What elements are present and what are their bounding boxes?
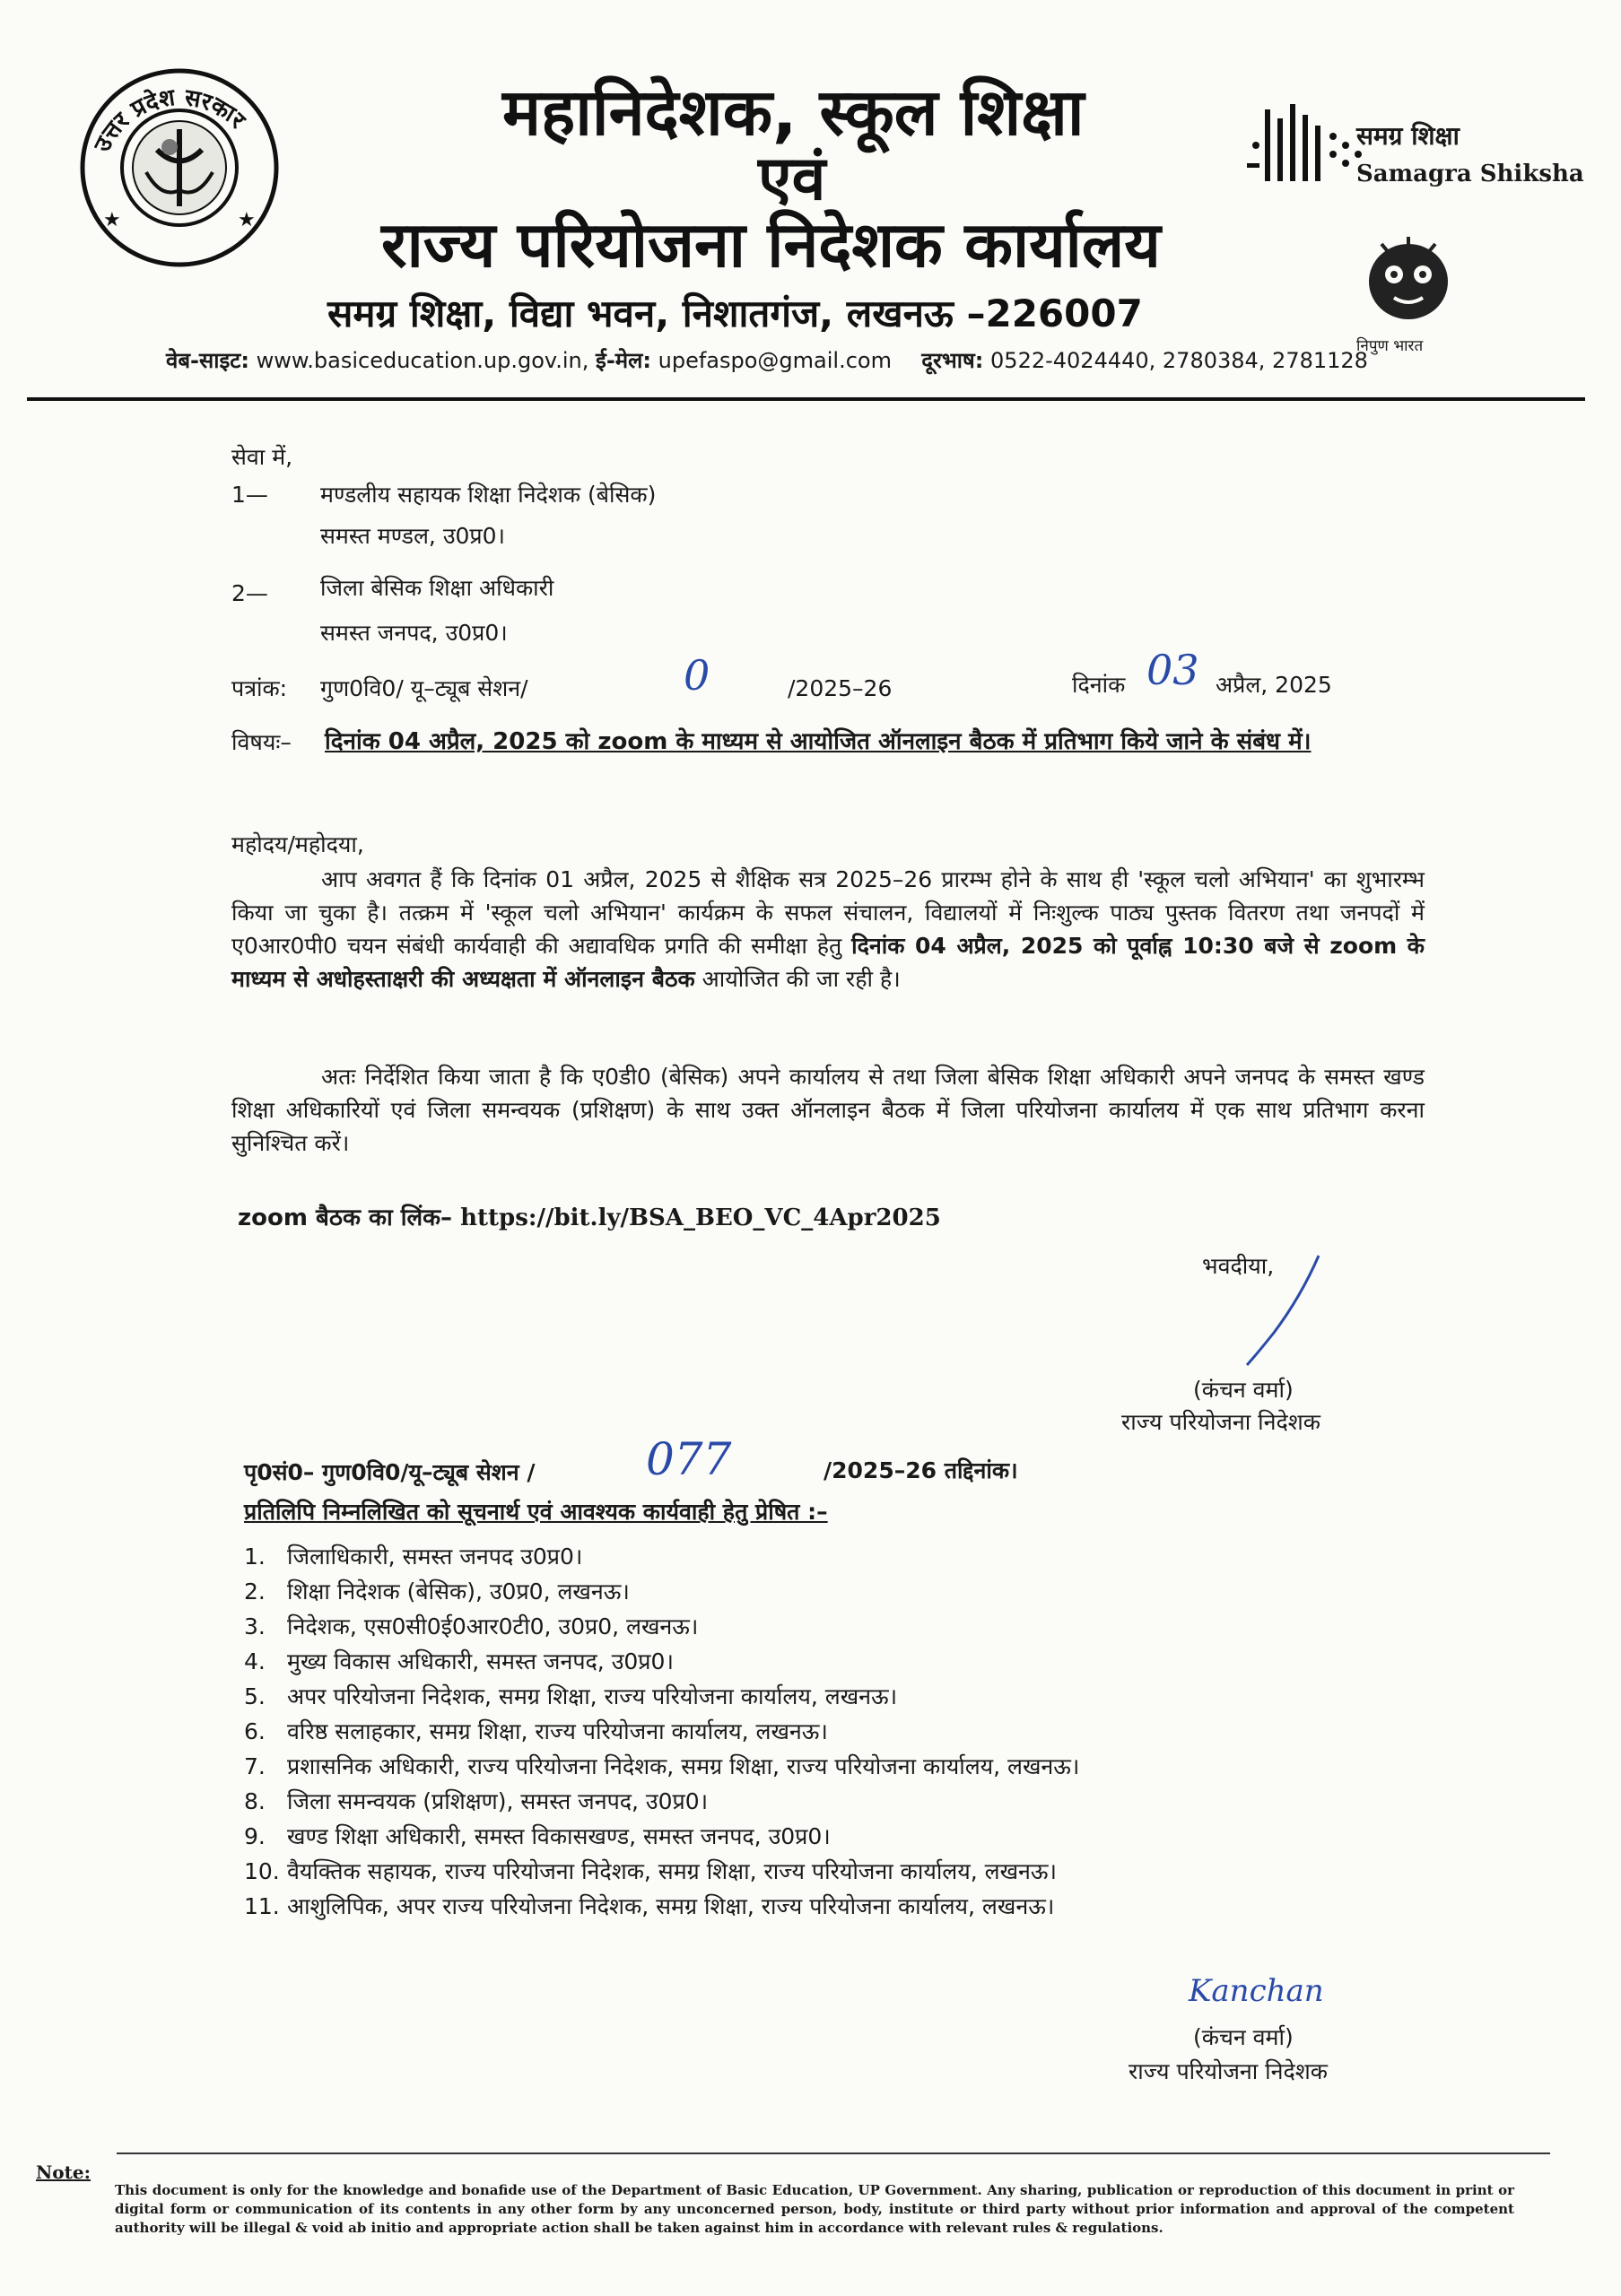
email[interactable]: upefaspo@gmail.com [658,348,892,373]
signature-1-title: राज्य परियोजना निदेशक [1121,1409,1320,1435]
website[interactable]: www.basiceducation.up.gov.in, [256,348,589,373]
copy-item [244,1749,1437,1784]
logo-left-text: उत्तर प्रदेश सरकार [89,83,250,157]
copy-item-text: मुख्य विकास अधिकारी, समस्त जनपद, उ0प्र0। [287,1648,674,1674]
copy-item [244,1819,1437,1854]
phone-label: दूरभाष: [921,348,984,373]
footer-divider [117,2152,1550,2154]
nipun-bharat-text: निपुण भारत [1356,337,1424,355]
copy-item-num: 4. [244,1648,266,1674]
reference-year: /2025–26 [788,675,893,701]
subject-text: दिनांक 04 अप्रैल, 2025 को zoom के माध्यम से आयोजित ऑनलाइन बैठक में प्रतिभाग किये जाने के संबंध में। [325,728,1312,755]
addressee-2-line1: जिला बेसिक शिक्षा अधिकारी [320,575,554,601]
copy-item-num: 1. [244,1543,266,1570]
note-label: Note: [36,2161,91,2183]
addressee-2-line2: समस्त जनपद, उ0प्र0। [320,620,508,646]
copy-item-text: प्रशासनिक अधिकारी, राज्य परियोजना निदेशक, समग्र शिक्षा, राज्य परियोजना कार्यालय, लखनऊ। [287,1752,1080,1779]
copy-item [244,1539,1437,1574]
copy-item-num: 8. [244,1787,266,1814]
copy-item-text: वैयक्तिक सहायक, राज्य परियोजना निदेशक, समग्र शिक्षा, राज्य परियोजना कार्यालय, लखनऊ। [287,1857,1058,1884]
reference-date-rest: अप्रैल, 2025 [1216,672,1332,698]
copy-item [244,1679,1437,1714]
copy-item-text: जिला समन्वयक (प्रशिक्षण), समस्त जनपद, उ0प्र0। [287,1787,709,1814]
phone: 0522-4024440, 2780384, 2781128 [990,348,1368,373]
copy-item-num: 11. [244,1892,280,1919]
header-divider [27,397,1585,401]
signature-1-name: (कंचन वर्मा) [1193,1377,1294,1403]
body-paragraph-2: अतः निर्देशित किया जाता है कि ए0डी0 (बेसिक) अपने कार्यालय से तथा जिला बेसिक शिक्षा अधिकारी अपने जनपद के समस्त खण्ड शिक्षा अधिकारियों एवं जिला समन्वयक (प्रशिक्षण) के साथ उक्त ऑनलाइन बैठक में जिला परियोजना कार्यालय में एक साथ प्रतिभाग करना सुनिश्चित करें। [231,1064,1425,1156]
copy-ref-text: पृ0सं0– गुण0वि0/यू–ट्यूब सेशन / [244,1459,536,1485]
subject-label: विषयः– [231,729,292,755]
nipun-bharat-logo [1355,235,1462,334]
salutation: सेवा में, [231,444,293,470]
closing: भवदीया, [1202,1253,1275,1279]
copy-item-text: अपर परियोजना निदेशक, समग्र शिक्षा, राज्य परियोजना कार्यालय, लखनऊ। [287,1683,898,1709]
samagra-shiksha-english: Samagra Shiksha [1356,161,1584,187]
signature-1-mark [1220,1252,1328,1369]
addressee-2-num: 2— [231,580,268,606]
copy-item [244,1784,1437,1819]
copy-item [244,1574,1437,1609]
copy-heading: प्रतिलिपि निम्नलिखित को सूचनार्थ एवं आवश्यक कार्यवाही हेतु प्रेषित :– [244,1499,828,1525]
copy-item [244,1854,1437,1889]
copy-item-num: 2. [244,1578,266,1605]
copy-item-num: 6. [244,1718,266,1744]
zoom-label: zoom बैठक का लिंक– [238,1205,453,1231]
contact-line [166,346,1368,375]
signature-2-hand: Kanchan [1189,1973,1324,2009]
signature-2-title: राज्य परियोजना निदेशक [1129,2058,1328,2084]
website-label: वेब-साइट: [166,348,249,373]
up-government-logo [76,65,283,271]
copy-item-num: 5. [244,1683,266,1709]
header-line3: राज्य परियोजना निदेशक कार्यालय [381,208,1161,282]
addressee-1-line1: मण्डलीय सहायक शिक्षा निदेशक (बेसिक) [320,482,657,508]
copy-item [244,1644,1437,1679]
email-label: ई-मेल: [596,348,651,373]
copy-item-num: 9. [244,1822,266,1849]
copy-item-text: जिलाधिकारी, समस्त जनपद उ0प्र0। [287,1543,583,1570]
para1-part-c: आयोजित की जा रही है। [702,966,901,992]
reference-hand-day: 03 [1146,646,1199,694]
copy-item-text: वरिष्ठ सलाहकार, समग्र शिक्षा, राज्य परियोजना कार्यालय, लखनऊ। [287,1718,828,1744]
para1-part-a: आप अवगत हैं कि दिनांक 01 अप्रैल, 2025 से शैक्षिक सत्र 2025–26 प्रारम्भ होने के साथ ही 'स्कूल चलो अभियान' का शुभारम्भ किया जा चुका है। तत्क्रम में 'स्कूल चलो अभियान' कार्यक्रम के सफल संचालन, विद्यालयों में निःशुल्क पाठ्य पुस्तक वितरण तथा जनपदों में ए0आर0पी0 चयन संबंधी कार्यवाही की अद्यावधिक प्रगति की समीक्षा हेतु [231,866,1425,959]
copy-ref-rest: /2025–26 तद्दिनांक। [824,1457,1018,1483]
svg-text:★: ★ [103,209,121,231]
copy-item [244,1714,1437,1749]
copy-item-text: शिक्षा निदेशक (बेसिक), उ0प्र0, लखनऊ। [287,1578,630,1605]
body-paragraph-1 [231,863,1425,996]
reference-text: गुण0वि0/ यू–ट्यूब सेशन/ [320,675,528,701]
copy-item-text: आशुलिपिक, अपर राज्य परियोजना निदेशक, समग्र शिक्षा, राज्य परियोजना कार्यालय, लखनऊ। [287,1892,1055,1919]
addressee-1-num: 1— [231,482,268,508]
copy-item-text: निदेशक, एस0सी0ई0आर0टी0, उ0प्र0, लखनऊ। [287,1613,699,1639]
note-text: This document is only for the knowledge and bonafide use of the Department of Basic Education, UP Government. Any sharing, publication or reproduction of this document in print or digital form or communication of its contents in any other form by any unconcerned person, body, institute or third party without prior information and approval of the competent authority will be illegal & void ab initio and appropriate action shall be taken against him in accordance with relevant rules & regulations. [115,2182,1514,2236]
samagra-shiksha-logo [1247,100,1373,190]
header-line1: महानिदेशक, स्कूल शिक्षा [502,74,1085,150]
copy-item-num: 7. [244,1752,266,1779]
samagra-shiksha-hindi: समग्र शिक्षा [1356,121,1460,151]
reference-label: पत्रांक: [231,675,288,701]
svg-text:★: ★ [238,209,256,231]
copy-item-num: 10. [244,1857,280,1884]
copy-item-text: खण्ड शिक्षा अधिकारी, समस्त विकासखण्ड, समस्त जनपद, उ0प्र0। [287,1822,831,1849]
header-line2: एवं [758,144,826,214]
copy-item-num: 3. [244,1613,266,1639]
zoom-link[interactable]: https://bit.ly/BSA_BEO_VC_4Apr2025 [460,1205,941,1231]
svg-text:उत्तर प्रदेश सरकार [89,84,251,157]
greeting: महोदय/महोदया, [231,831,364,857]
reference-date-label: दिनांक [1072,672,1126,698]
signature-2-name: (कंचन वर्मा) [1193,2024,1294,2050]
copy-item [244,1889,1437,1924]
addressee-1-line2: समस्त मण्डल, उ0प्र0। [320,523,506,549]
reference-hand-number: 0 [684,651,710,700]
copy-list [244,1539,1437,1924]
header-address: समग्र शिक्षा, विद्या भवन, निशातगंज, लखनऊ –226007 [327,291,1143,335]
copy-hand-number: 077 [646,1433,732,1485]
zoom-line [238,1204,941,1232]
para1-bold: दिनांक 04 अप्रैल, 2025 को पूर्वाह्न 10:30 बजे से zoom के माध्यम से अधोहस्ताक्षरी की अध्यक्षता में ऑनलाइन बैठक [231,933,1425,992]
copy-item [244,1609,1437,1644]
